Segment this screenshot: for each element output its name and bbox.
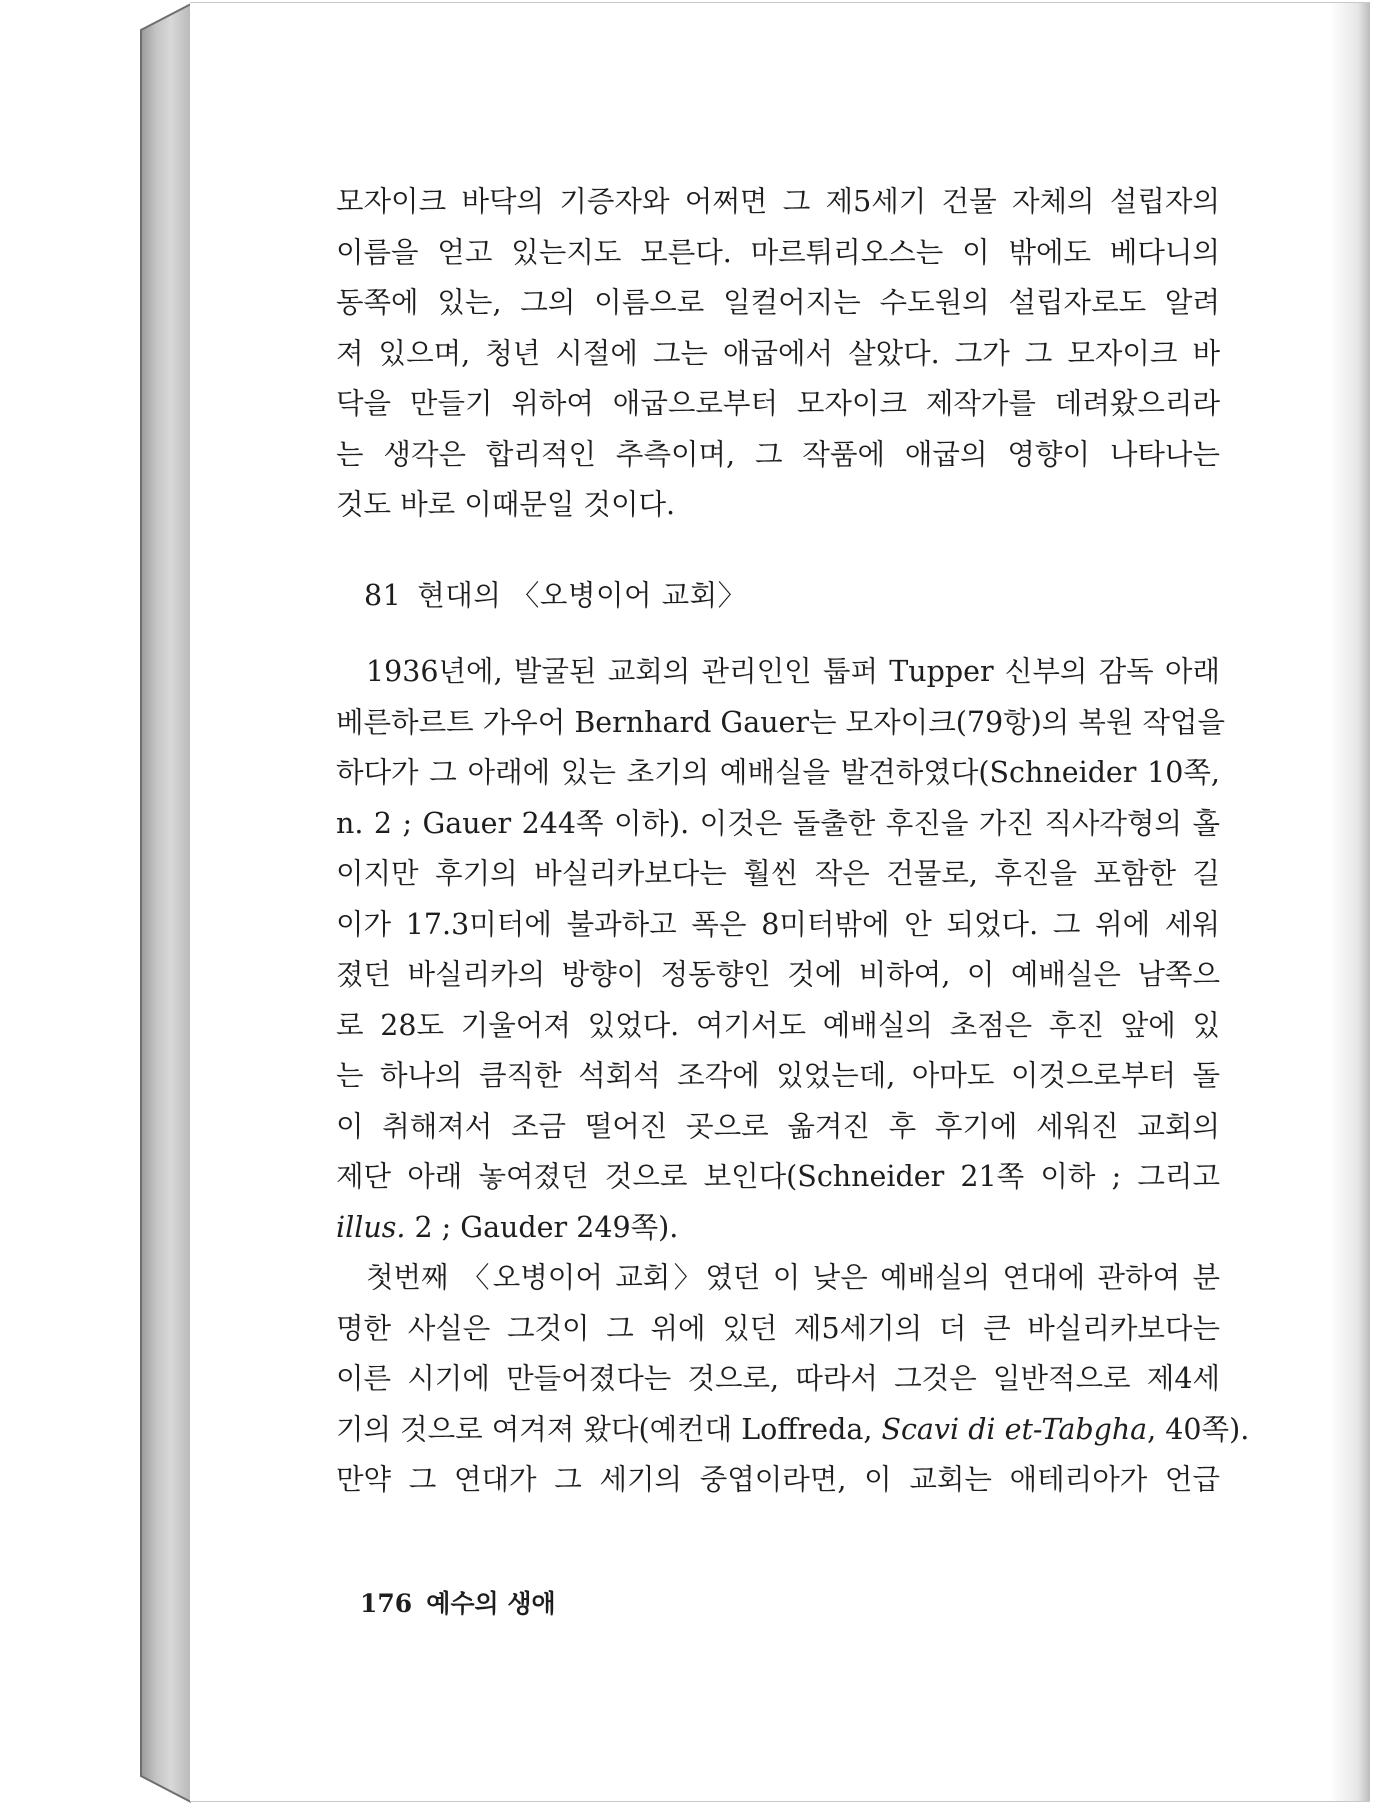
section-heading: [364, 573, 747, 614]
text-line: 하다가 그 아래에 있는 초기의 예배실을 발견하였다(Schneider 10쪽,: [336, 756, 1220, 789]
page-edge-shadow: [1330, 3, 1370, 1801]
text-span: 기의 것으로 여겨져 왔다(예컨대 Loffreda,: [336, 1412, 882, 1446]
text-line: 첫번째 〈오병이어 교회〉였던 이 낮은 예배실의 연대에 관하여 분: [366, 1261, 1220, 1294]
text-span: 2 ; Gauder 249쪽).: [405, 1210, 679, 1244]
paragraph-3: [336, 1255, 1250, 1508]
paragraph-1: [336, 179, 1220, 533]
text-line: n. 2 ; Gauer 244쪽 이하). 이것은 돌출한 후진을 가진 직사각형의 홀: [336, 806, 1220, 840]
text-line: 명한 사실은 그것이 그 위에 있던 제5세기의 더 큰 바실리카보다는: [336, 1311, 1220, 1345]
text-line: [336, 1205, 1220, 1256]
book-page: [190, 2, 1370, 1802]
text-line: [336, 1407, 1250, 1458]
text-line: 모자이크 바닥의 기증자와 어쩌면 그 제5세기 건물 자체의 설립자의: [336, 185, 1220, 218]
text-line: 는 생각은 합리적인 추측이며, 그 작품에 애굽의 영향이 나타나는: [336, 437, 1220, 471]
text-line: 져 있으며, 청년 시절에 그는 애굽에서 살았다. 그가 그 모자이크 바: [336, 336, 1220, 370]
text-line: 제단 아래 놓여졌던 것으로 보인다(Schneider 21쪽 이하 ; 그리고: [336, 1160, 1220, 1193]
text-line: 닥을 만들기 위하여 애굽으로부터 모자이크 제작가를 데려왔으리라: [336, 387, 1220, 420]
text-line: 이름을 얻고 있는지도 모른다. 마르튀리오스는 이 밖에도 베다니의: [336, 235, 1220, 269]
page-footer: [360, 1584, 556, 1620]
text-line: 베른하르트 가우어 Bernhard Gauer는 모자이크(79항)의 복원 작업을: [336, 705, 1226, 739]
running-title: 예수의 생애: [426, 1589, 556, 1618]
section-number: 81: [364, 579, 402, 612]
page-number: 176: [360, 1589, 413, 1618]
text-line: 만약 그 연대가 그 세기의 중엽이라면, 이 교회는 애테리아가 언급: [336, 1463, 1220, 1496]
italic-text: Scavi di et-Tabgha: [881, 1412, 1148, 1446]
text-line: 이지만 후기의 바실리카보다는 훨씬 작은 건물로, 후진을 포함한 길: [336, 857, 1220, 890]
italic-text: illus.: [336, 1210, 406, 1244]
text-line: 동쪽에 있는, 그의 이름으로 일컬어지는 수도원의 설립자로도 알려: [336, 286, 1220, 319]
text-line: 것도 바로 이때문일 것이다.: [336, 488, 676, 521]
text-line: 1936년에, 발굴된 교회의 관리인인 툽퍼 Tupper 신부의 감독 아래: [366, 655, 1220, 688]
paragraph-2: [336, 649, 1226, 1255]
text-line: 는 하나의 큼직한 석회석 조각에 있었는데, 아마도 이것으로부터 돌: [336, 1059, 1220, 1092]
book-spine: [141, 4, 191, 1802]
text-line: 이가 17.3미터에 불과하고 폭은 8미터밖에 안 되었다. 그 위에 세워: [336, 907, 1220, 941]
section-title: 현대의 〈오병이어 교회〉: [417, 579, 747, 612]
text-line: 졌던 바실리카의 방향이 정동향인 것에 비하여, 이 예배실은 남쪽으: [336, 958, 1220, 991]
text-span: , 40쪽).: [1147, 1412, 1250, 1446]
text-line: 이 취해져서 조금 떨어진 곳으로 옮겨진 후 후기에 세워진 교회의: [336, 1109, 1220, 1143]
text-line: 이른 시기에 만들어졌다는 것으로, 따라서 그것은 일반적으로 제4세: [336, 1362, 1220, 1395]
text-line: 로 28도 기울어져 있었다. 여기서도 예배실의 초점은 후진 앞에 있: [336, 1008, 1220, 1042]
